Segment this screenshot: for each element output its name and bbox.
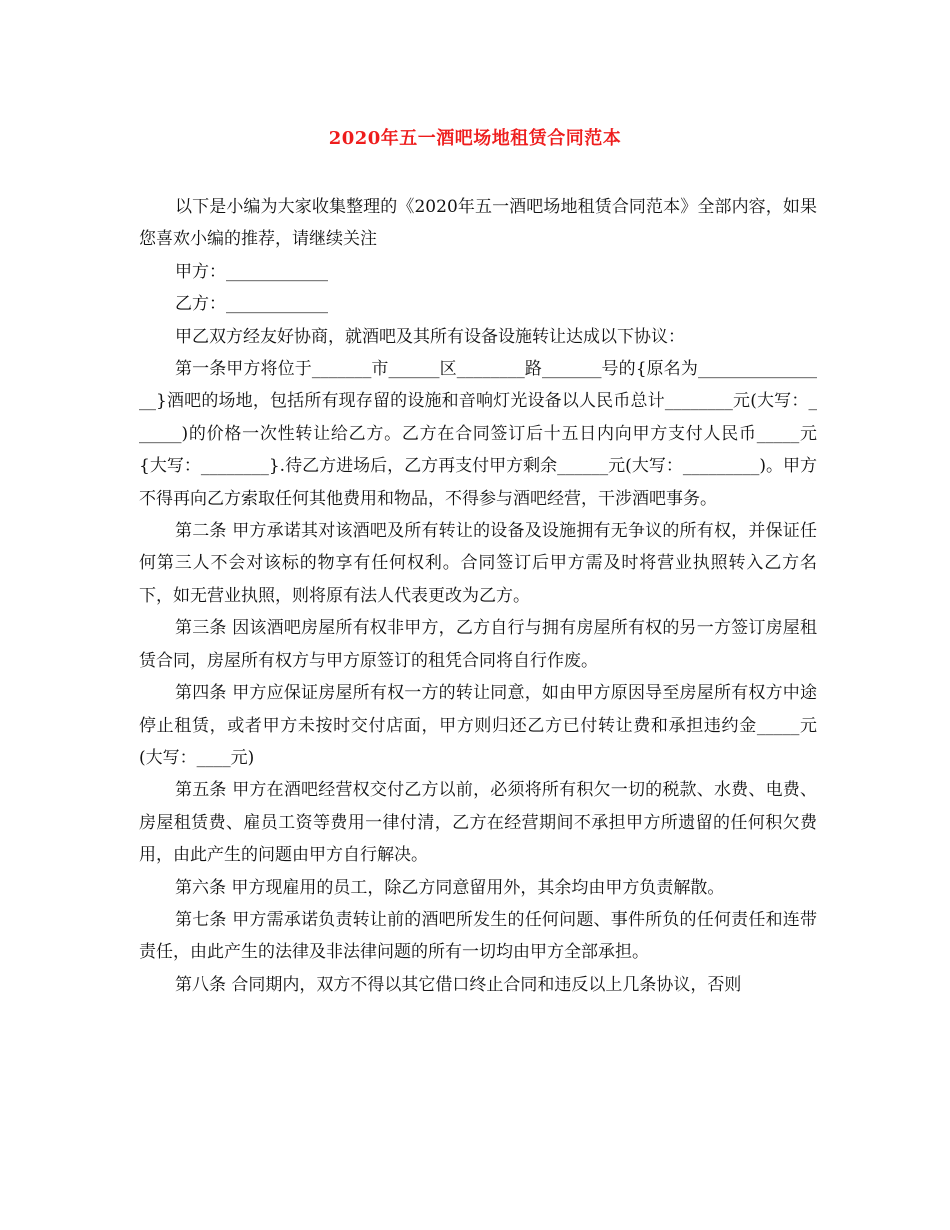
article-2: 第二条 甲方承诺其对该酒吧及所有转让的设备及设施拥有无争议的所有权，并保证任何第三人不会对该标的物享有任何权利。合同签订后甲方需及时将营业执照转入乙方名下，如无营业执照，则将原有法人代表更改为乙方。 (139, 521, 817, 606)
article-7: 第七条 甲方需承诺负责转让前的酒吧所发生的任何问题、事件所负的任何责任和连带责任，由此产生的法律及非法律问题的所有一切均由甲方全部承担。 (139, 909, 817, 963)
agreement-preamble: 甲乙双方经友好协商，就酒吧及其所有设备设施转让达成以下协议： (175, 326, 685, 347)
party-b-line: 乙方：____________ (175, 294, 328, 315)
article-4: 第四条 甲方应保证房屋所有权一方的转让同意，如由甲方原因导至房屋所有权方中途停止租赁，或者甲方未按时交付店面，甲方则归还乙方已付转让费和承担违约金_____元(大写：____元) (139, 683, 817, 768)
party-a-line: 甲方：____________ (175, 261, 328, 282)
article-3: 第三条 因该酒吧房屋所有权非甲方，乙方自行与拥有房屋所有权的另一方签订房屋租赁合同，房屋所有权方与甲方原签订的租凭合同将自行作废。 (139, 618, 817, 671)
article-6: 第六条 甲方现雇用的员工，除乙方同意留用外，其余均由甲方负责解散。 (175, 877, 725, 898)
document-body (139, 191, 817, 1001)
intro-paragraph: 以下是小编为大家收集整理的《2020年五一酒吧场地租赁合同范本》全部内容，如果您喜欢小编的推荐，请继续关注 (139, 197, 817, 250)
article-8: 第八条 合同期内，双方不得以其它借口终止合同和违反以上几条协议，否则 (175, 974, 742, 995)
article-1: 第一条甲方将位于_______市______区________路_______号的{原名为________________}酒吧的场地，包括所有现存留的设施和音响灯光设备以人民币总计________元(大写：______)的价格一次性转让给乙方。乙方在合同签订后十五日内向甲方支付人民币_____元{大写：________}.待乙方进场后，乙方再支付甲方剩余______元(大写：_________)。甲方不得再向乙方索取任何其他费用和物品，不得参与酒吧经营，干涉酒吧事务。 (139, 359, 817, 509)
document-title: 2020年五一酒吧场地租赁合同范本 (328, 128, 622, 149)
article-5: 第五条 甲方在酒吧经营权交付乙方以前，必须将所有积欠一切的税款、水费、电费、房屋租赁费、雇员工资等费用一律付清，乙方在经营期间不承担甲方所遗留的任何积欠费用，由此产生的问题由甲方自行解决。 (139, 780, 817, 866)
